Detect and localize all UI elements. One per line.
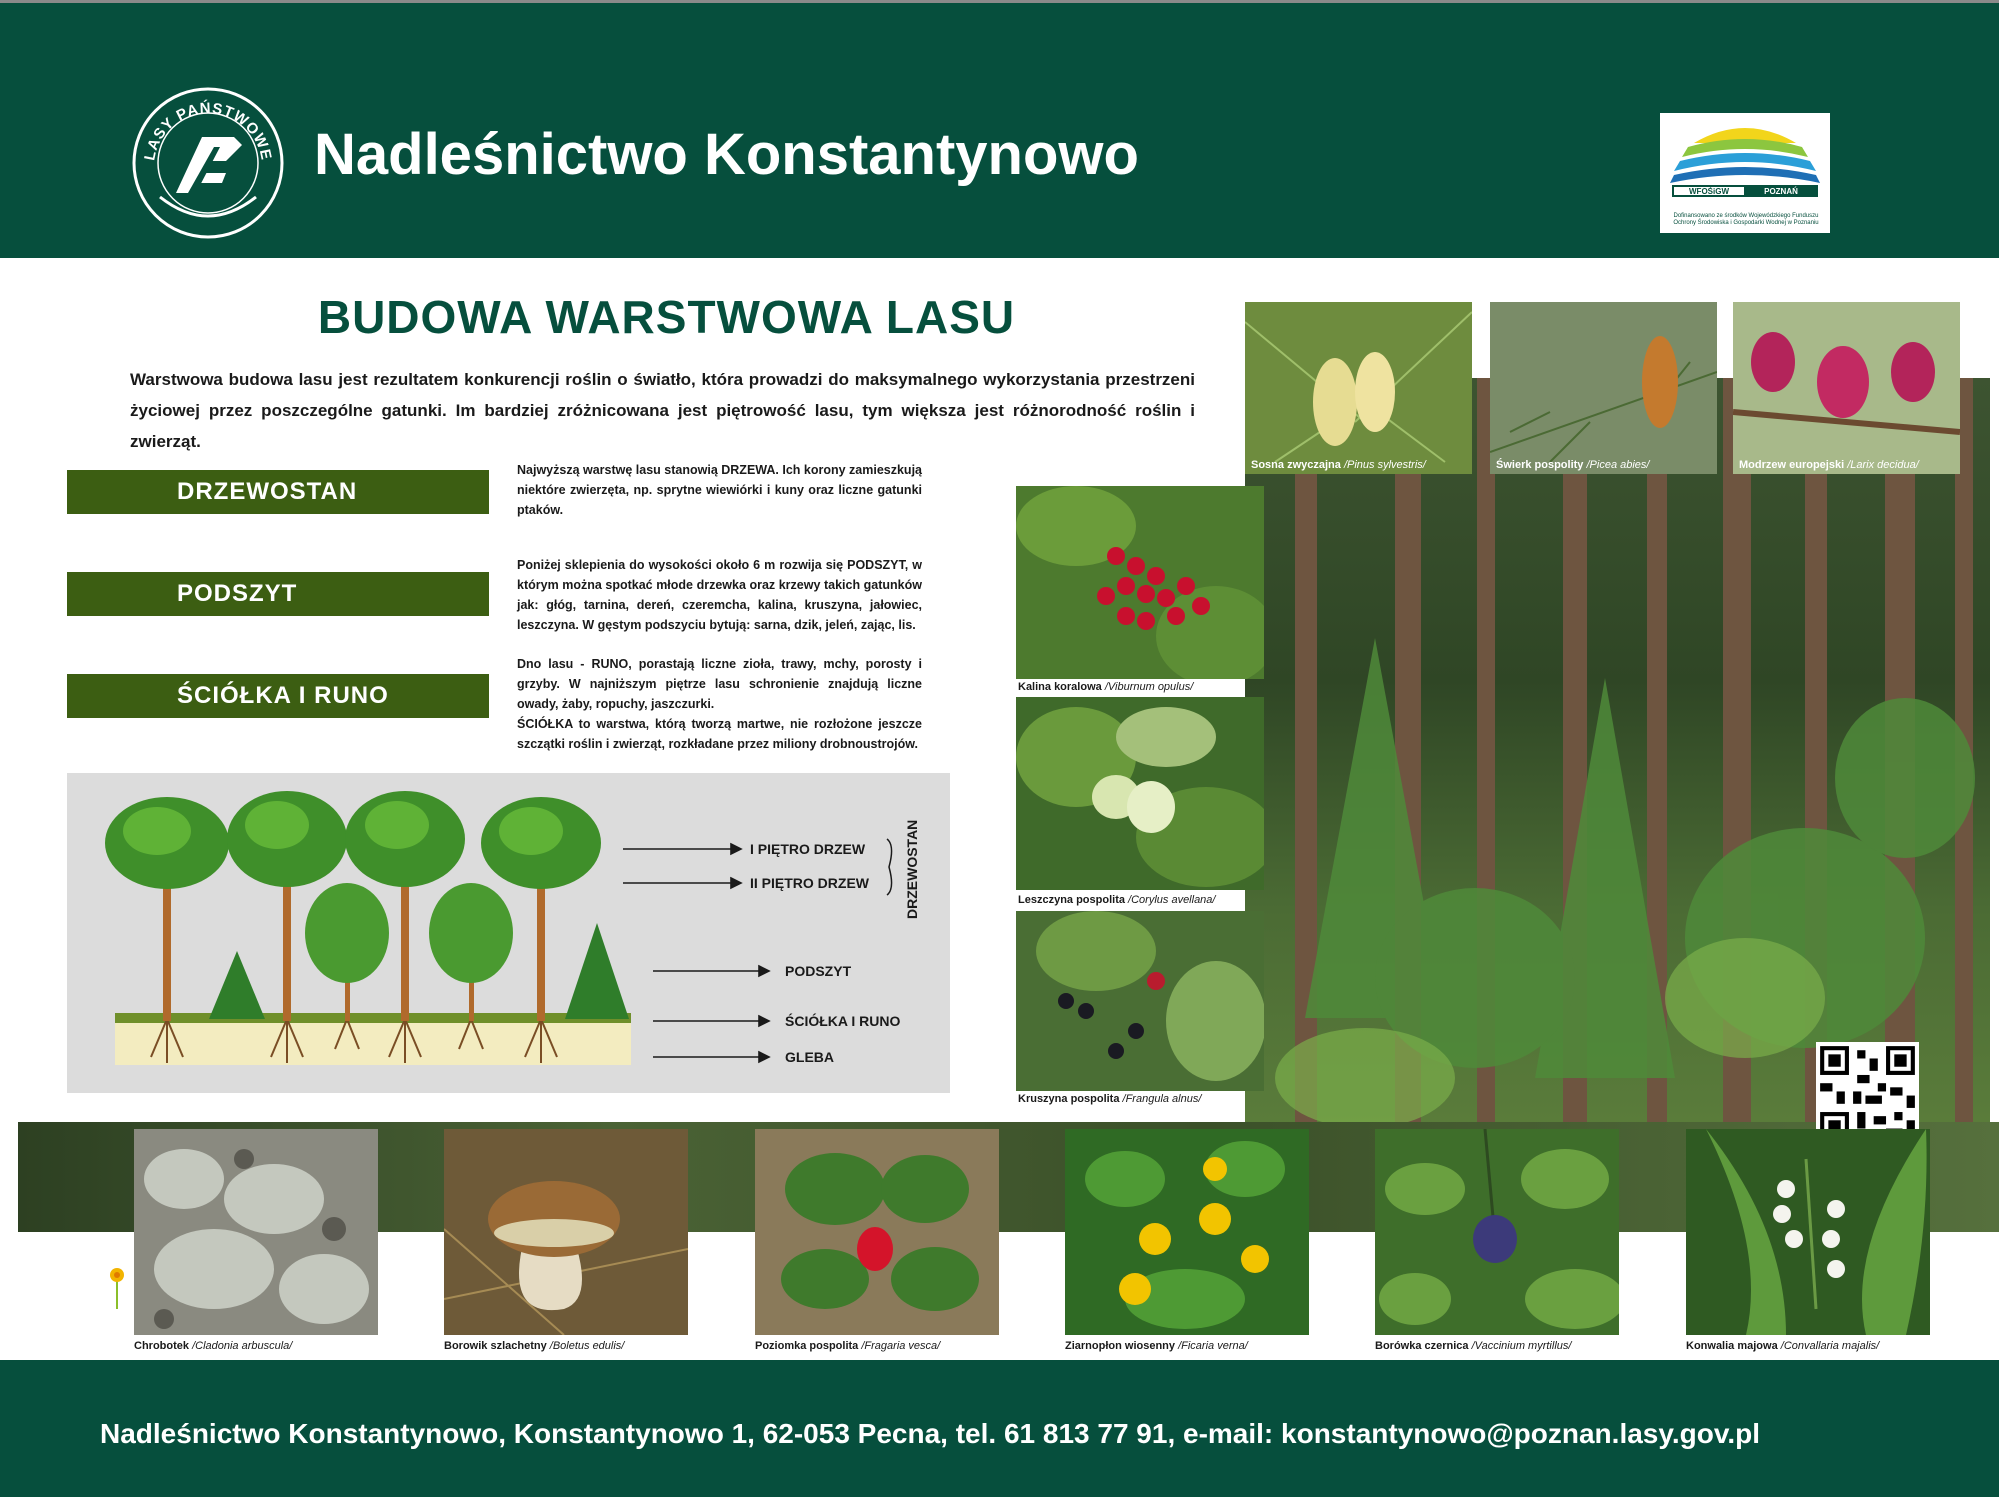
lasy-panstwowe-logo (130, 85, 286, 241)
text-drzewostan: Najwyższą warstwę lasu stanowią DRZEWA. Ich korony zamieszkują niektóre zwierzęta, np. sprytne wiewiórki i kuny oraz liczne gatunki ptaków. (517, 463, 922, 517)
label-drzewostan-vertical: DRZEWOSTAN (904, 819, 920, 919)
caption-konwalia: Konwalia majowa /Convallaria majalis/ (1686, 1340, 1880, 1352)
photo-leszczyna (1016, 697, 1264, 890)
groundcover-band (115, 1013, 631, 1023)
caption-borowka: Borówka czernica /Vaccinium myrtillus/ (1375, 1340, 1572, 1352)
text-runo: Dno lasu - RUNO, porastają liczne zioła, trawy, mchy, porosty i grzyby. W najniższym piętrze lasu schronienie znajdują liczne owady, żaby, ropuchy, jaszczurki. (517, 657, 922, 711)
photo-ziarnoplon (1065, 1129, 1309, 1335)
caption-sosna: Sosna zwyczajna /Pinus sylvestris/ (1251, 459, 1426, 471)
caption-swierk: Świerk pospolity /Picea abies/ (1496, 459, 1650, 471)
soil-band (115, 1019, 631, 1065)
flower-logo (104, 1265, 130, 1309)
label-tier1: I PIĘTRO DRZEW (750, 841, 866, 857)
photo-konwalia (1686, 1129, 1930, 1335)
label-sciolka-runo: ŚCIÓŁKA I RUNO (67, 674, 489, 718)
text-sciolka: ŚCIÓŁKA to warstwa, którą tworzą martwe, nie rozłożone jeszcze szczątki roślin i zwierząt, rozkładane przez miliony drobnoustrojów. (517, 717, 922, 751)
photo-chrobotek (134, 1129, 378, 1335)
label-gleba: GLEBA (785, 1049, 834, 1065)
caption-modrzew: Modrzew europejski /Larix decidua/ (1739, 459, 1919, 471)
label-podszyt-arrow: PODSZYT (785, 963, 852, 979)
photo-borowik (444, 1129, 688, 1335)
footer-contact: Nadleśnictwo Konstantynowo, Konstantynowo 1, 62-053 Pecna, tel. 61 813 77 91, e-mail: konstantynowo@poznan.lasy.gov.pl (100, 1418, 1760, 1449)
photo-modrzew (1733, 302, 1960, 474)
header-band (0, 0, 1999, 258)
text-podszyt: Poniżej sklepienia do wysokości około 6 m rozwija się PODSZYT, w którym można spotkać młode drzewka oraz krzewy takich gatunków jak: głóg, tarnina, dereń, czeremcha, kalina, kruszyna, jałowiec, leszczyna. W gęstym podszyciu bytują: sarna, dzik, jeleń, zając, lis. (517, 558, 922, 632)
label-sciolka-arrow: ŚCIÓŁKA I RUNO (785, 1013, 901, 1029)
poster-title: BUDOWA WARSTWOWA LASU (317, 291, 1016, 343)
photo-sosna (1245, 302, 1472, 474)
caption-ziarnoplon: Ziarnopłon wiosenny /Ficaria verna/ (1065, 1340, 1248, 1352)
wfosigw-logo (1660, 113, 1830, 233)
caption-borowik: Borowik szlachetny /Boletus edulis/ (444, 1340, 625, 1352)
caption-chrobotek: Chrobotek /Cladonia arbuscula/ (134, 1340, 293, 1352)
forest-layer-diagram (67, 773, 950, 1093)
caption-poziomka: Poziomka pospolita /Fragaria vesca/ (755, 1340, 941, 1352)
spruce (209, 951, 265, 1019)
caption-leszczyna: Leszczyna pospolita /Corylus avellana/ (1018, 894, 1216, 906)
footer-band (0, 1360, 1999, 1497)
sponsor-caption: Dofinansowano ze środków Wojewódzkiego Funduszu Ochrony Środowiska i Gospodarki Wodnej w Poznaniu (1673, 213, 1819, 226)
caption-kruszyna: Kruszyna pospolita /Frangula alnus/ (1018, 1093, 1202, 1105)
label-podszyt: PODSZYT (67, 572, 489, 616)
svg-text:LASY PAŃSTWOWE: LASY PAŃSTWOWE (141, 99, 275, 162)
svg-text:WFOŚiGW: WFOŚiGW (1689, 187, 1729, 196)
photo-swierk (1490, 302, 1717, 474)
tree-crown-tier2 (305, 883, 389, 983)
photo-kruszyna (1016, 911, 1264, 1091)
photo-poziomka (755, 1129, 999, 1335)
photo-kalina (1016, 486, 1264, 679)
label-tier2: II PIĘTRO DRZEW (750, 875, 869, 891)
intro-text: Warstwowa budowa lasu jest rezultatem konkurencji roślin o światło, która prowadzi do maksymalnego wykorzystania przestrzeni życiowej przez poszczególne gatunki. Im bardziej zróżnicowana jest piętrowość lasu, tym większa jest różnorodność roślin i zwierząt. (130, 370, 1195, 451)
label-drzewostan: DRZEWOSTAN (67, 470, 489, 514)
photo-borowka (1375, 1129, 1619, 1335)
spruce (565, 923, 629, 1019)
svg-text:POZNAŃ: POZNAŃ (1764, 187, 1798, 196)
header-title: Nadleśnictwo Konstantynowo (314, 122, 1139, 187)
tree-crown-tier2 (429, 883, 513, 983)
bracket (887, 839, 892, 895)
forest-photo (1245, 378, 1990, 1136)
caption-kalina: Kalina koralowa /Viburnum opulus/ (1018, 681, 1194, 693)
